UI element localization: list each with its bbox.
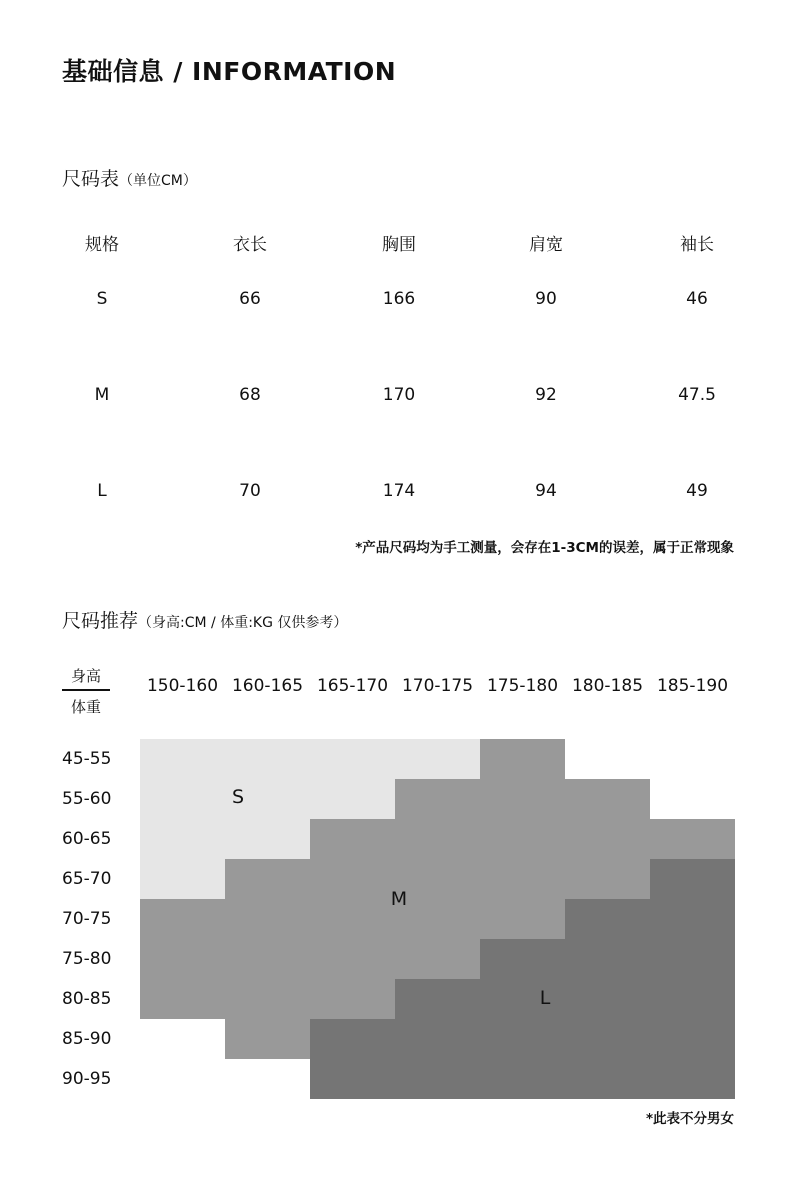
grid-cell-l (565, 979, 650, 1019)
grid-cell-m (395, 939, 480, 979)
size-table-cell: 49 (686, 481, 708, 501)
size-table-cell: 90 (535, 289, 557, 309)
corner-height-label: 身高 (70, 667, 101, 685)
corner-divider (62, 689, 110, 691)
weight-row-header: 65-70 (62, 869, 112, 889)
grid-cell-l (650, 859, 735, 899)
grid-cell-l (395, 979, 480, 1019)
grid-cell-m (395, 819, 480, 859)
grid-cell-l (310, 1019, 395, 1059)
size-region-label-s: S (231, 786, 245, 808)
grid-cell-m (480, 899, 565, 939)
grid-cell-l (565, 939, 650, 979)
height-column-header: 180-185 (571, 676, 644, 696)
size-table-cell: 166 (382, 289, 416, 309)
size-table-unit: （单位CM） (119, 173, 197, 189)
grid-cell-l (395, 1059, 480, 1099)
grid-cell-m (650, 819, 735, 859)
weight-row-header: 60-65 (62, 829, 112, 849)
recommendation-subtitle: （身高:CM / 体重:KG 仅供参考） (138, 615, 348, 631)
height-column-header: 150-160 (146, 676, 219, 696)
weight-row-header: 75-80 (62, 949, 112, 969)
size-table-cell: 170 (382, 385, 416, 405)
page-title: 基础信息 / INFORMATION (62, 57, 397, 86)
grid-cell-m (225, 1019, 310, 1059)
size-table-header: 胸围 (382, 235, 416, 255)
grid-cell-l (650, 899, 735, 939)
size-region-label-m: M (390, 888, 408, 910)
height-column-header: 165-170 (316, 676, 389, 696)
grid-cell-s (140, 819, 225, 859)
grid-cell-m (140, 899, 225, 939)
grid-cell-s (225, 739, 310, 779)
grid-cell-m (225, 899, 310, 939)
size-region-label-l: L (539, 987, 551, 1009)
size-table-cell: 174 (382, 481, 416, 501)
grid-cell-m (310, 899, 395, 939)
grid-cell-m (140, 939, 225, 979)
weight-row-header: 45-55 (62, 749, 112, 769)
height-column-header: 185-190 (656, 676, 729, 696)
size-table-header: 肩宽 (529, 235, 563, 255)
size-table-note: *产品尺码均为手工测量，会存在1-3CM的误差，属于正常现象 (355, 540, 734, 556)
size-table-header: 衣长 (233, 235, 267, 255)
grid-cell-l (480, 1019, 565, 1059)
size-table-cell: 66 (239, 289, 261, 309)
grid-cell-s (310, 739, 395, 779)
grid-cell-l (565, 1019, 650, 1059)
grid-cell-l (480, 939, 565, 979)
grid-cell-l (650, 979, 735, 1019)
grid-cell-m (225, 979, 310, 1019)
size-table-cell: 47.5 (678, 385, 716, 405)
grid-cell-s (395, 739, 480, 779)
size-table-title (62, 164, 197, 191)
grid-cell-m (225, 939, 310, 979)
grid-cell-s (140, 739, 225, 779)
size-table-header: 袖长 (680, 235, 714, 255)
grid-cell-l (565, 899, 650, 939)
height-column-header: 170-175 (401, 676, 474, 696)
grid-cell-m (565, 859, 650, 899)
grid-cell-m (480, 779, 565, 819)
grid-cell-s (310, 779, 395, 819)
recommendation-title (62, 606, 347, 633)
weight-row-header: 70-75 (62, 909, 112, 929)
size-table-cell: S (96, 289, 108, 309)
recommendation-note: *此表不分男女 (645, 1111, 734, 1127)
size-table-cell: 46 (686, 289, 708, 309)
size-table-cell: M (94, 385, 110, 405)
grid-cell-l (480, 979, 565, 1019)
grid-cell-l (650, 939, 735, 979)
grid-cell-m (480, 819, 565, 859)
grid-cell-m (565, 779, 650, 819)
grid-cell-m (140, 979, 225, 1019)
weight-row-header: 85-90 (62, 1029, 112, 1049)
weight-row-header: 55-60 (62, 789, 112, 809)
grid-cell-m (480, 739, 565, 779)
size-table-header: 规格 (85, 235, 119, 255)
grid-cell-s (140, 859, 225, 899)
height-column-header: 175-180 (486, 676, 559, 696)
corner-weight-label: 体重 (70, 698, 101, 716)
size-table-cell: 68 (239, 385, 261, 405)
height-column-header: 160-165 (231, 676, 304, 696)
grid-cell-l (480, 1059, 565, 1099)
recommendation-title-text: 尺码推荐 (62, 610, 139, 632)
weight-row-header: 90-95 (62, 1069, 112, 1089)
grid-cell-m (395, 899, 480, 939)
size-table-title-text: 尺码表 (62, 168, 120, 190)
size-table-cell: L (97, 481, 107, 501)
grid-cell-m (225, 859, 310, 899)
grid-cell-m (565, 819, 650, 859)
grid-cell-l (650, 1019, 735, 1059)
grid-cell-m (310, 939, 395, 979)
grid-cell-l (565, 1059, 650, 1099)
grid-cell-l (310, 1059, 395, 1099)
grid-cell-l (650, 1059, 735, 1099)
grid-cell-s (140, 779, 225, 819)
grid-cell-m (310, 979, 395, 1019)
grid-cell-m (310, 859, 395, 899)
grid-cell-l (395, 1019, 480, 1059)
grid-cell-s (225, 819, 310, 859)
grid-cell-m (310, 819, 395, 859)
grid-cell-m (480, 859, 565, 899)
grid-cell-m (395, 859, 480, 899)
weight-row-header: 80-85 (62, 989, 112, 1009)
grid-cell-m (395, 779, 480, 819)
size-table-cell: 70 (239, 481, 261, 501)
size-table-cell: 94 (535, 481, 557, 501)
size-table-cell: 92 (535, 385, 557, 405)
